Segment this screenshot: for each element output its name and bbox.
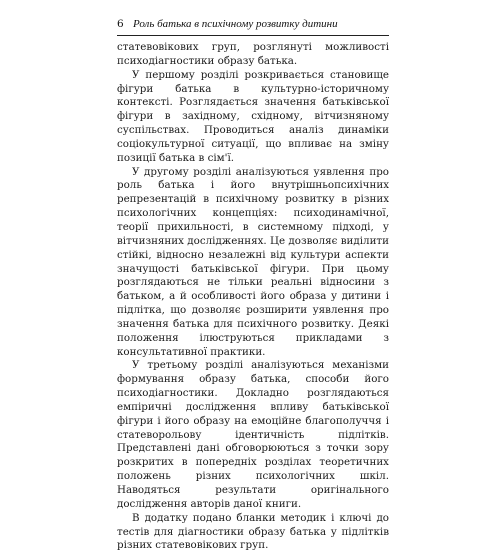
paragraph-chapter-3: У третьому розділі аналізуються механізми формування образу батька, способи його психодіагностики. Докладно розглядаються емпіричні дослідження впливу батьківської фігури і його образу на емоційне благополуччя і статеворольову ідентичність підлітків. Представлені дані обговорюються з точки зору розкритих в попередніх розділах теоретичних положень різних психологічних шкіл. Наводяться результати оригінального дослідження авторів даної книги. — [117, 359, 389, 510]
page-number: 6 — [117, 18, 124, 30]
paragraph-appendix: В додатку подано бланки методик і ключі до тестів для діагностики образу батька у підлітків різних статевовікових груп. — [117, 511, 389, 552]
page-header — [117, 15, 389, 33]
body-text — [117, 41, 389, 553]
paragraph-chapter-2: У другому розділі аналізуються уявлення про роль батька і його внутрішньопсихічних репрезентацій в психічному розвитку в різних психологічних концепціях: психодинамічної, теорії прихильності, в системному підході, у вітчизняних дослідженнях. Це дозволяє виділити стійкі, відносно незалежні від культури аспекти значущості батьківської фігури. При цьому розглядаються не тільки реальні відносини з батьком, а й особливості його образа у дитини і підлітка, що дозволяє розширити уявлення про значення батька для психічного розвитку. Деякі положення ілюструються прикладами з консультативної практики. — [117, 165, 389, 358]
header-rule — [117, 35, 389, 36]
paragraph-continuation: статевовікових груп, розглянуті можливості психодіагностики образу батька. — [117, 41, 389, 67]
paragraph-chapter-1: У першому розділі розкривається становище фігури батька в культурно-історичному контексті. Розглядається значення батьківської фігури в західному, східному, вітчизняному суспільствах. Проводиться аналіз динаміки соціокультурної ситуації, що впливає на зміну позиції батька в сім'ї. — [117, 68, 389, 164]
running-title: Роль батька в психічному розвитку дитини — [133, 18, 338, 30]
